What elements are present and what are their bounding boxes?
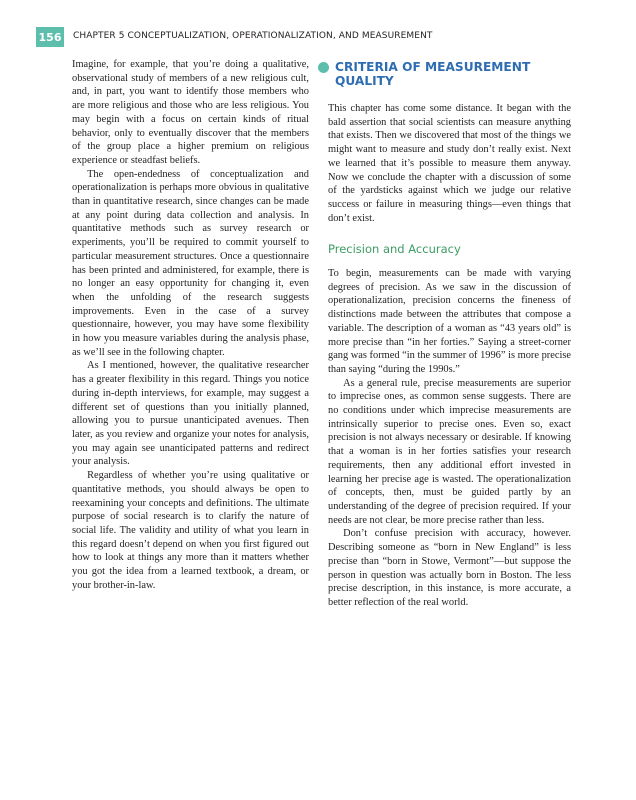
page-number: 156 (36, 27, 64, 47)
left-column (72, 58, 309, 592)
running-head: CHAPTER 5 CONCEPTUALIZATION, OPERATIONALIZATION, AND MEASUREMENT (73, 31, 433, 41)
section-heading (318, 60, 571, 88)
body-paragraph: Regardless of whether you’re using qualitative or quantitative methods, you should always be open to reexamining your concepts and definitions. The ultimate purpose of social research is to clarify the nature of social life. The validity and utility of what you learn in this regard doesn’t depend on when you first figured out how to look at things any more than it matters whether you got the idea from a learned textbook, a dream, or your brother-in-law. (72, 470, 309, 591)
section-title: CRITERIA OF MEASUREMENT QUALITY (335, 60, 531, 88)
page-header (36, 27, 606, 47)
body-paragraph: Imagine, for example, that you’re doing a qualitative, observational study of members of a new religious cult, and, in part, you want to identify those members who are more religious and those who are less religious. You may begin with a focus on certain kinds of ritual behavior, only to eventually discover that the members of the group place a higher premium on religious experience or steadfast beliefs. (72, 59, 309, 166)
right-column (328, 58, 571, 610)
section-intro: This chapter has come some distance. It began with the bald assertion that social scientists can measure anything that exists. Then we discovered that most of the things we might want to measure and study don’t really exist. Next we learned that it’s possible to measure them anyway. Now we conclude the chapter with a discussion of some of the yardsticks against which we judge our relative success or failure in measuring things—even things that don’t exist. (328, 103, 571, 224)
body-paragraph: To begin, measurements can be made with varying degrees of precision. As we saw in the discussion of operationalization, precision concerns the fineness of distinctions made between the attributes that compose a variable. The description of a woman as “43 years old” is more precise than “in her forties.” Saying a street-corner gang was formed “in the summer of 1996” is more precise than saying “during the 1990s.” (328, 268, 571, 375)
body-paragraph: The open-endedness of conceptualization and operationalization is perhaps more obvious in qualitative than in quantitative research, since changes can be made at any point during data collection and analysis. In quantitative methods such as survey research or experiments, you’ll be required to commit yourself to particular measurement structures. Once a questionnaire has been printed and administered, for example, there is no longer an easy opportunity for changing it, even when the unfolding of the research suggests improvements. Even in the case of a survey questionnaire, however, you may have some flexibility in how you measure variables during the analysis phase, as we’ll see in the following chapter. (72, 168, 309, 358)
subheading: Precision and Accuracy (328, 242, 461, 257)
body-paragraph: As I mentioned, however, the qualitative researcher has a greater flexibility in this regard. Things you notice during in-depth interviews, for example, may suggest a different set of questions than you initially planned, allowing you to pursue unanticipated avenues. Then later, as you review and organize your notes for analysis, you may again see unanticipated patterns and redirect your analysis. (72, 360, 309, 468)
body-paragraph: As a general rule, precise measurements are superior to imprecise ones, as common sense suggests. There are no conditions under which imprecise measurements are intrinsically superior to precise ones. Even so, exact precision is not always necessary or desirable. If knowing that a woman is in her forties satisfies your research requirements, then any additional effort invested in learning her precise age is wasted. The operationalization of concepts, then, must be guided partly by an understanding of the degree of precision required. If your needs are not clear, be more precise rather than less. (328, 377, 571, 526)
section-bullet-icon (318, 62, 329, 73)
body-paragraph: Don’t confuse precision with accuracy, however. Describing someone as “born in New England” is less precise than “born in Stowe, Vermont”—but suppose the person in question was actually born in Boston. The less precise description, in this instance, is more accurate, a better reflection of the real world. (328, 528, 571, 608)
